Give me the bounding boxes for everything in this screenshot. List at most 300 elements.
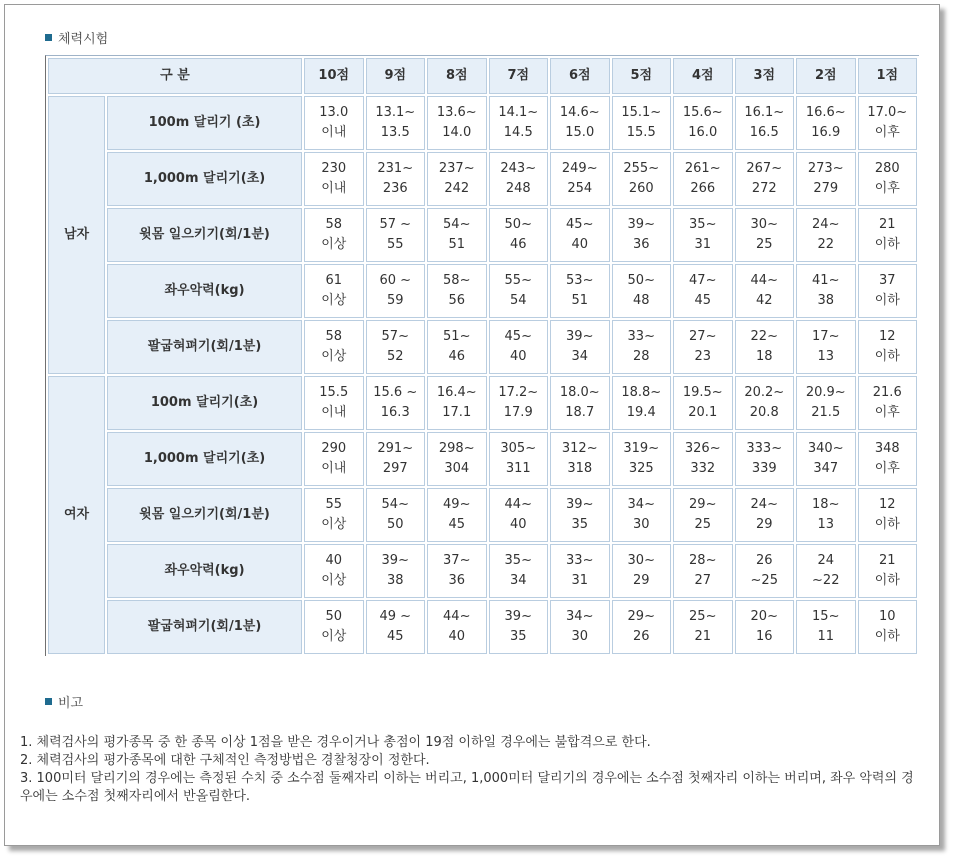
score-range-line: 273~ bbox=[807, 161, 844, 176]
score-range-cell bbox=[612, 376, 672, 430]
score-range-line: 311 bbox=[505, 461, 531, 476]
score-range-line: 34~ bbox=[566, 609, 594, 624]
score-range-cell bbox=[366, 152, 426, 206]
header-score-column: 8점 bbox=[427, 58, 487, 94]
test-item-label: 윗몸 일으키기(회/1분) bbox=[107, 488, 302, 542]
score-range-line: 14.6~ bbox=[559, 105, 600, 120]
score-range-line: 13.0 bbox=[319, 105, 349, 120]
score-range-line: 36 bbox=[632, 237, 650, 252]
score-range-line: 54~ bbox=[443, 217, 471, 232]
score-range-cell bbox=[612, 320, 672, 374]
score-range-line: 20.8 bbox=[749, 405, 779, 420]
score-range-line: 51 bbox=[448, 237, 466, 252]
score-range-line: 18.0~ bbox=[559, 385, 600, 400]
score-range-line: 22~ bbox=[750, 329, 778, 344]
score-range-line: 이후 bbox=[874, 125, 900, 140]
score-range-line: 29~ bbox=[689, 497, 717, 512]
score-range-line: 35~ bbox=[504, 553, 532, 568]
score-range-line: 45 bbox=[386, 629, 404, 644]
score-range-line: 261~ bbox=[684, 161, 721, 176]
score-range-line: 37 bbox=[878, 273, 896, 288]
score-range-line: 29 bbox=[632, 573, 650, 588]
score-range-line: 242 bbox=[444, 181, 470, 196]
score-range-line: 16.9 bbox=[811, 125, 841, 140]
score-range-line: 36 bbox=[448, 573, 466, 588]
score-range-line: 55~ bbox=[504, 273, 532, 288]
score-range-cell bbox=[366, 488, 426, 542]
score-range-cell bbox=[735, 544, 795, 598]
score-range-cell bbox=[796, 432, 856, 486]
score-range-line: 290 bbox=[321, 441, 347, 456]
score-range-cell bbox=[489, 488, 549, 542]
score-range-line: 40 bbox=[325, 553, 343, 568]
score-range-line: 58~ bbox=[443, 273, 471, 288]
score-range-cell bbox=[735, 264, 795, 318]
score-range-cell bbox=[858, 376, 918, 430]
score-range-line: 254 bbox=[567, 181, 593, 196]
score-range-line: 54 bbox=[509, 293, 527, 308]
score-range-line: 61 bbox=[325, 273, 343, 288]
score-range-line: 이상 bbox=[321, 349, 347, 364]
remark-item: 1. 체력검사의 평가종목 중 한 종목 이상 1점을 받은 경우이거나 총점이 19점 이하일 경우에는 불합격으로 한다. bbox=[20, 735, 651, 750]
score-range-line: 249~ bbox=[561, 161, 598, 176]
table-row bbox=[48, 432, 917, 486]
score-range-cell bbox=[735, 96, 795, 150]
score-range-line: 46 bbox=[509, 237, 527, 252]
score-range-line: 49~ bbox=[443, 497, 471, 512]
score-range-line: 이후 bbox=[874, 405, 900, 420]
table-row bbox=[48, 264, 917, 318]
score-range-line: 58 bbox=[325, 329, 343, 344]
score-range-line: 21 bbox=[878, 217, 896, 232]
score-range-line: 28~ bbox=[689, 553, 717, 568]
test-item-label: 1,000m 달리기(초) bbox=[107, 432, 302, 486]
score-range-cell bbox=[427, 152, 487, 206]
score-range-line: 339 bbox=[751, 461, 777, 476]
score-range-line: 34 bbox=[509, 573, 527, 588]
score-range-cell bbox=[673, 320, 733, 374]
table-row bbox=[48, 488, 917, 542]
score-range-line: 22 bbox=[817, 237, 835, 252]
gender-label: 여자 bbox=[48, 376, 105, 654]
score-range-line: 21.5 bbox=[811, 405, 841, 420]
score-range-line: 24 bbox=[817, 553, 835, 568]
score-range-cell bbox=[673, 488, 733, 542]
score-range-line: 50~ bbox=[627, 273, 655, 288]
score-range-line: 39~ bbox=[627, 217, 655, 232]
score-range-line: 53~ bbox=[566, 273, 594, 288]
score-range-cell bbox=[427, 544, 487, 598]
score-range-line: 31 bbox=[571, 573, 589, 588]
score-range-line: 25 bbox=[755, 237, 773, 252]
score-range-line: 13.5 bbox=[380, 125, 410, 140]
header-score-column: 2점 bbox=[796, 58, 856, 94]
score-range-line: 17~ bbox=[812, 329, 840, 344]
score-range-line: 13 bbox=[817, 517, 835, 532]
score-range-line: 13.1~ bbox=[375, 105, 416, 120]
score-range-line: 13.6~ bbox=[436, 105, 477, 120]
score-range-cell bbox=[304, 488, 364, 542]
score-range-cell bbox=[489, 600, 549, 654]
score-range-line: 16.4~ bbox=[436, 385, 477, 400]
score-range-line: 231~ bbox=[377, 161, 414, 176]
score-range-line: 272 bbox=[751, 181, 777, 196]
score-range-line: 21 bbox=[878, 553, 896, 568]
score-range-line: 이상 bbox=[321, 293, 347, 308]
score-range-cell bbox=[366, 320, 426, 374]
square-bullet-icon bbox=[45, 698, 52, 705]
score-range-cell bbox=[612, 208, 672, 262]
score-range-line: 298~ bbox=[438, 441, 475, 456]
score-range-line: 16.1~ bbox=[744, 105, 785, 120]
score-range-cell bbox=[489, 544, 549, 598]
test-item-label: 팔굽혀펴기(회/1분) bbox=[107, 320, 302, 374]
score-range-cell bbox=[735, 152, 795, 206]
score-range-line: 50 bbox=[325, 609, 343, 624]
score-range-line: 12 bbox=[878, 329, 896, 344]
score-range-cell bbox=[550, 488, 610, 542]
score-range-line: 44~ bbox=[504, 497, 532, 512]
score-range-cell bbox=[673, 152, 733, 206]
score-range-line: 19.5~ bbox=[682, 385, 723, 400]
test-item-label: 좌우악력(kg) bbox=[107, 544, 302, 598]
score-range-cell bbox=[550, 320, 610, 374]
score-range-line: 236 bbox=[382, 181, 408, 196]
score-range-line: 49 ~ bbox=[379, 609, 412, 624]
score-range-line: 27~ bbox=[689, 329, 717, 344]
score-range-cell bbox=[858, 600, 918, 654]
score-range-line: 21 bbox=[694, 629, 712, 644]
score-range-cell bbox=[673, 432, 733, 486]
score-range-line: 이하 bbox=[874, 237, 900, 252]
test-item-label: 윗몸 일으키기(회/1분) bbox=[107, 208, 302, 262]
table-row bbox=[48, 544, 917, 598]
score-range-line: 48 bbox=[632, 293, 650, 308]
score-range-cell bbox=[304, 432, 364, 486]
score-range-line: 이하 bbox=[874, 349, 900, 364]
header-score-column: 6점 bbox=[550, 58, 610, 94]
score-range-cell bbox=[796, 600, 856, 654]
score-range-line: 45 bbox=[448, 517, 466, 532]
score-range-cell bbox=[612, 488, 672, 542]
score-range-line: 34 bbox=[571, 349, 589, 364]
score-range-line: 40 bbox=[571, 237, 589, 252]
score-range-line: 이내 bbox=[321, 181, 347, 196]
score-range-line: 25~ bbox=[689, 609, 717, 624]
score-range-line: 260 bbox=[628, 181, 654, 196]
score-range-line: 279 bbox=[813, 181, 839, 196]
score-range-cell bbox=[735, 320, 795, 374]
score-range-cell bbox=[427, 600, 487, 654]
score-range-cell bbox=[858, 432, 918, 486]
score-range-cell bbox=[735, 488, 795, 542]
score-range-line: 40 bbox=[448, 629, 466, 644]
header-corner: 구 분 bbox=[48, 58, 302, 94]
score-range-cell bbox=[673, 544, 733, 598]
score-range-line: 57 ~ bbox=[379, 217, 412, 232]
header-score-column: 9점 bbox=[366, 58, 426, 94]
score-range-cell bbox=[858, 264, 918, 318]
score-range-cell bbox=[612, 544, 672, 598]
score-range-line: 35 bbox=[509, 629, 527, 644]
score-range-line: 33~ bbox=[566, 553, 594, 568]
score-range-line: 15.6 ~ bbox=[373, 385, 418, 400]
score-range-line: 255~ bbox=[623, 161, 660, 176]
score-range-cell bbox=[366, 376, 426, 430]
score-range-line: 15~ bbox=[812, 609, 840, 624]
score-range-line: ~25 bbox=[750, 573, 778, 588]
score-range-cell bbox=[673, 600, 733, 654]
score-range-line: 58 bbox=[325, 217, 343, 232]
score-range-line: 20.9~ bbox=[805, 385, 846, 400]
score-range-cell bbox=[858, 488, 918, 542]
remark-item: 2. 체력검사의 평가종목에 대한 구체적인 측정방법은 경찰청장이 정한다. bbox=[20, 753, 430, 768]
score-range-cell bbox=[427, 488, 487, 542]
test-item-label: 팔굽혀펴기(회/1분) bbox=[107, 600, 302, 654]
score-range-line: 41~ bbox=[812, 273, 840, 288]
score-range-line: 297 bbox=[382, 461, 408, 476]
score-range-line: 37~ bbox=[443, 553, 471, 568]
score-range-line: 이상 bbox=[321, 573, 347, 588]
score-range-cell bbox=[673, 96, 733, 150]
score-range-line: 16.0 bbox=[688, 125, 718, 140]
score-range-line: 12 bbox=[878, 497, 896, 512]
score-range-cell bbox=[612, 96, 672, 150]
score-range-line: 35 bbox=[571, 517, 589, 532]
score-range-line: 248 bbox=[505, 181, 531, 196]
score-range-line: 60 ~ bbox=[379, 273, 412, 288]
score-range-cell bbox=[304, 376, 364, 430]
gender-label: 남자 bbox=[48, 96, 105, 374]
score-range-cell bbox=[489, 208, 549, 262]
score-range-line: 30~ bbox=[627, 553, 655, 568]
score-range-cell bbox=[304, 96, 364, 150]
score-range-cell bbox=[550, 152, 610, 206]
section-title-remarks bbox=[45, 692, 83, 711]
score-range-cell bbox=[796, 320, 856, 374]
score-range-cell bbox=[366, 432, 426, 486]
test-item-label: 100m 달리기 (초) bbox=[107, 96, 302, 150]
score-range-line: 25 bbox=[694, 517, 712, 532]
score-range-cell bbox=[796, 208, 856, 262]
score-range-line: 15.5 bbox=[626, 125, 656, 140]
score-range-cell bbox=[673, 376, 733, 430]
score-range-line: 16.5 bbox=[749, 125, 779, 140]
score-range-line: 15.6~ bbox=[682, 105, 723, 120]
score-range-line: 347 bbox=[813, 461, 839, 476]
score-range-cell bbox=[673, 264, 733, 318]
score-range-cell bbox=[489, 320, 549, 374]
score-range-cell bbox=[858, 320, 918, 374]
score-range-line: 340~ bbox=[807, 441, 844, 456]
score-range-cell bbox=[550, 376, 610, 430]
score-range-line: 59 bbox=[386, 293, 404, 308]
score-range-cell bbox=[735, 432, 795, 486]
score-range-line: 40 bbox=[509, 517, 527, 532]
score-range-line: 230 bbox=[321, 161, 347, 176]
score-range-cell bbox=[366, 264, 426, 318]
score-range-line: 23 bbox=[694, 349, 712, 364]
score-range-cell bbox=[304, 320, 364, 374]
score-range-cell bbox=[366, 208, 426, 262]
score-range-cell bbox=[550, 544, 610, 598]
score-range-line: 332 bbox=[690, 461, 716, 476]
score-range-line: 17.2~ bbox=[498, 385, 539, 400]
score-range-cell bbox=[612, 152, 672, 206]
score-range-cell bbox=[550, 208, 610, 262]
score-range-line: 18.7 bbox=[565, 405, 595, 420]
fitness-score-table bbox=[45, 55, 919, 656]
score-range-line: 이후 bbox=[874, 181, 900, 196]
score-range-cell bbox=[489, 432, 549, 486]
score-range-cell bbox=[858, 152, 918, 206]
section-title-text: 체력시험 bbox=[58, 32, 109, 47]
score-range-cell bbox=[489, 264, 549, 318]
score-range-line: 13 bbox=[817, 349, 835, 364]
table-row bbox=[48, 600, 917, 654]
score-range-line: 24~ bbox=[750, 497, 778, 512]
score-range-line: 21.6 bbox=[872, 385, 902, 400]
score-range-line: 56 bbox=[448, 293, 466, 308]
score-range-cell bbox=[796, 376, 856, 430]
score-range-cell bbox=[858, 544, 918, 598]
table-row bbox=[48, 320, 917, 374]
score-range-line: 19.4 bbox=[626, 405, 656, 420]
score-range-line: 20.1 bbox=[688, 405, 718, 420]
score-range-cell bbox=[304, 544, 364, 598]
score-range-line: 55 bbox=[325, 497, 343, 512]
score-range-line: 45~ bbox=[566, 217, 594, 232]
score-range-line: 44~ bbox=[750, 273, 778, 288]
score-range-cell bbox=[858, 208, 918, 262]
score-range-line: 이상 bbox=[321, 237, 347, 252]
table-row bbox=[48, 376, 917, 430]
score-range-line: 44~ bbox=[443, 609, 471, 624]
score-range-line: 이하 bbox=[874, 573, 900, 588]
score-range-cell bbox=[796, 264, 856, 318]
score-range-line: 57~ bbox=[381, 329, 409, 344]
score-range-line: 50~ bbox=[504, 217, 532, 232]
score-range-line: 47~ bbox=[689, 273, 717, 288]
score-range-cell bbox=[304, 600, 364, 654]
score-range-line: 50 bbox=[386, 517, 404, 532]
score-range-line: 17.0~ bbox=[867, 105, 908, 120]
score-range-line: 29 bbox=[755, 517, 773, 532]
score-range-line: 이상 bbox=[321, 629, 347, 644]
score-range-line: 39~ bbox=[566, 329, 594, 344]
score-range-line: ~22 bbox=[812, 573, 840, 588]
score-range-line: 54~ bbox=[381, 497, 409, 512]
score-range-cell bbox=[735, 376, 795, 430]
header-score-column: 3점 bbox=[735, 58, 795, 94]
score-range-line: 17.9 bbox=[503, 405, 533, 420]
score-range-cell bbox=[550, 432, 610, 486]
score-range-cell bbox=[489, 152, 549, 206]
score-range-line: 55 bbox=[386, 237, 404, 252]
score-range-cell bbox=[735, 600, 795, 654]
table-row bbox=[48, 96, 917, 150]
score-range-line: 30 bbox=[632, 517, 650, 532]
table-row bbox=[48, 152, 917, 206]
score-range-cell bbox=[489, 96, 549, 150]
score-range-cell bbox=[612, 264, 672, 318]
score-range-line: 24~ bbox=[812, 217, 840, 232]
score-range-cell bbox=[612, 600, 672, 654]
score-range-line: 이내 bbox=[321, 405, 347, 420]
score-range-line: 14.5 bbox=[503, 125, 533, 140]
score-range-line: 45~ bbox=[504, 329, 532, 344]
score-range-line: 26 bbox=[632, 629, 650, 644]
score-range-line: 45 bbox=[694, 293, 712, 308]
score-range-cell bbox=[489, 376, 549, 430]
score-range-line: 이상 bbox=[321, 517, 347, 532]
score-range-line: 51 bbox=[571, 293, 589, 308]
score-range-cell bbox=[427, 320, 487, 374]
score-range-line: 325 bbox=[628, 461, 654, 476]
score-range-cell bbox=[366, 96, 426, 150]
score-range-line: 51~ bbox=[443, 329, 471, 344]
score-range-line: 42 bbox=[755, 293, 773, 308]
score-range-line: 35~ bbox=[689, 217, 717, 232]
score-range-cell bbox=[550, 96, 610, 150]
header-score-column: 7점 bbox=[489, 58, 549, 94]
score-range-line: 이후 bbox=[874, 461, 900, 476]
score-range-cell bbox=[427, 376, 487, 430]
score-range-line: 30 bbox=[571, 629, 589, 644]
score-range-line: 이내 bbox=[321, 461, 347, 476]
table-header-row bbox=[48, 58, 917, 94]
score-range-line: 266 bbox=[690, 181, 716, 196]
score-range-line: 14.1~ bbox=[498, 105, 539, 120]
score-range-line: 318 bbox=[567, 461, 593, 476]
score-range-cell bbox=[304, 264, 364, 318]
score-range-line: 237~ bbox=[438, 161, 475, 176]
score-range-line: 52 bbox=[386, 349, 404, 364]
score-range-line: 38 bbox=[817, 293, 835, 308]
score-range-line: 27 bbox=[694, 573, 712, 588]
score-range-cell bbox=[796, 96, 856, 150]
remark-item: 3. 100미터 달리기의 경우에는 측정된 수치 중 소수점 둘째자리 이하는 버리고, 1,000미터 달리기의 경우에는 소수점 첫째자리 이하는 버리며, 좌우 악력의 경우에는 소수점 첫째자리에서 반올림한다. bbox=[20, 771, 914, 804]
score-range-cell bbox=[427, 96, 487, 150]
score-range-line: 312~ bbox=[561, 441, 598, 456]
score-range-line: 319~ bbox=[623, 441, 660, 456]
score-range-cell bbox=[796, 544, 856, 598]
header-score-column: 1점 bbox=[858, 58, 918, 94]
score-range-line: 33~ bbox=[627, 329, 655, 344]
score-range-line: 243~ bbox=[500, 161, 537, 176]
score-range-line: 10 bbox=[878, 609, 896, 624]
remarks-notes bbox=[20, 734, 920, 806]
score-range-line: 18 bbox=[755, 349, 773, 364]
header-score-column: 5점 bbox=[612, 58, 672, 94]
score-range-line: 29~ bbox=[627, 609, 655, 624]
header-score-column: 4점 bbox=[673, 58, 733, 94]
score-range-line: 18~ bbox=[812, 497, 840, 512]
score-range-line: 16 bbox=[755, 629, 773, 644]
score-range-cell bbox=[735, 208, 795, 262]
score-range-cell bbox=[427, 264, 487, 318]
score-range-line: 348 bbox=[874, 441, 900, 456]
section-title-fitness-test bbox=[45, 28, 108, 47]
score-range-line: 14.0 bbox=[442, 125, 472, 140]
square-bullet-icon bbox=[45, 34, 52, 41]
score-range-line: 20.2~ bbox=[744, 385, 785, 400]
score-range-line: 34~ bbox=[627, 497, 655, 512]
score-range-line: 267~ bbox=[746, 161, 783, 176]
score-range-line: 305~ bbox=[500, 441, 537, 456]
score-range-line: 15.5 bbox=[319, 385, 349, 400]
score-range-cell bbox=[304, 208, 364, 262]
